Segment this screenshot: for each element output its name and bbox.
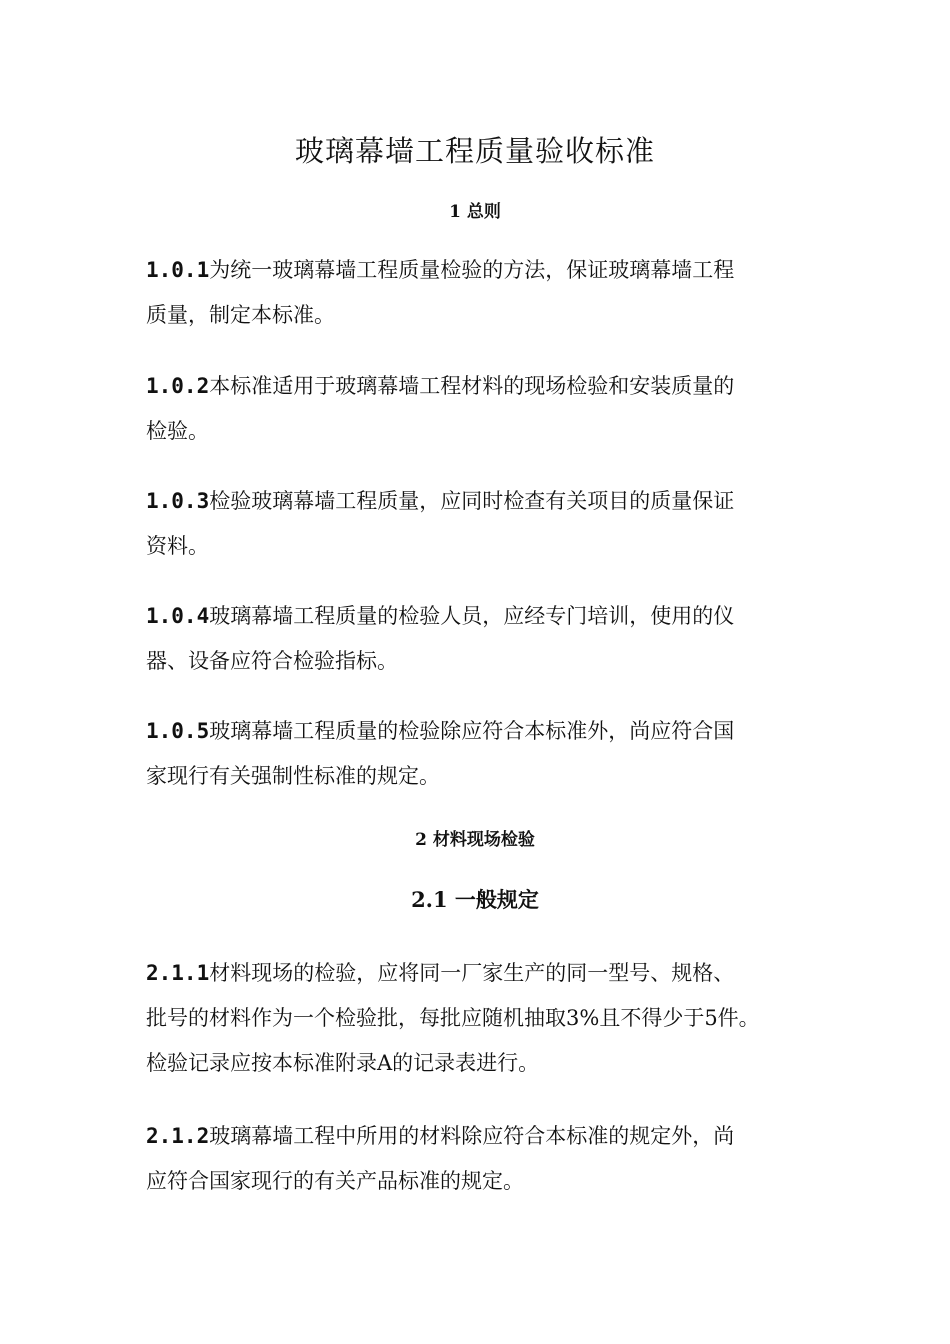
clause-1-0-1: [146, 251, 846, 334]
clause-line: 检验。: [146, 419, 209, 443]
subsection-heading-general-rules: 2.1 一般规定: [411, 887, 539, 912]
clause-line: 批号的材料作为一个检验批，每批应随机抽取3%且不得少于5件。: [146, 1006, 760, 1030]
clause-1-0-4: [146, 597, 846, 680]
clause-1-0-5: [146, 712, 846, 795]
clause-number: 1.0.4: [146, 604, 210, 628]
clause-line: 质量，制定本标准。: [146, 303, 335, 327]
clause-text: 本标准适用于玻璃幕墙工程材料的现场检验和安装质量的: [209, 374, 735, 398]
clause-number: 2.1.1: [146, 961, 210, 985]
clause-text: 玻璃幕墙工程中所用的材料除应符合本标准的规定外，尚: [209, 1124, 735, 1148]
clause-line: [146, 712, 846, 750]
clause-line: 器、设备应符合检验指标。: [146, 649, 398, 673]
clause-line: 资料。: [146, 534, 209, 558]
clause-line: [146, 251, 846, 289]
clause-1-0-3: [146, 482, 846, 565]
clause-line: [146, 597, 846, 635]
clause-text: 材料现场的检验，应将同一厂家生产的同一型号、规格、: [209, 961, 735, 985]
clause-number: 1.0.2: [146, 374, 210, 398]
section-heading-materials: 2 材料现场检验: [415, 830, 535, 850]
clause-number: 1.0.3: [146, 489, 210, 513]
clause-line: 应符合国家现行的有关产品标准的规定。: [146, 1169, 524, 1193]
clause-line: 家现行有关强制性标准的规定。: [146, 764, 440, 788]
clause-text: 玻璃幕墙工程质量的检验人员，应经专门培训，使用的仪: [209, 604, 735, 628]
clause-2-1-2: [146, 1117, 846, 1200]
clause-text: 为统一玻璃幕墙工程质量检验的方法，保证玻璃幕墙工程: [209, 258, 735, 282]
clause-line: 检验记录应按本标准附录A的记录表进行。: [146, 1051, 540, 1075]
clause-number: 2.1.2: [146, 1124, 210, 1148]
clause-1-0-2: [146, 367, 846, 450]
clause-line: [146, 482, 846, 520]
clause-text: 玻璃幕墙工程质量的检验除应符合本标准外，尚应符合国: [209, 719, 735, 743]
clause-line: [146, 1117, 846, 1155]
clause-text: 检验玻璃幕墙工程质量，应同时检查有关项目的质量保证: [209, 489, 735, 513]
clause-line: [146, 367, 846, 405]
clause-number: 1.0.5: [146, 719, 210, 743]
clause-number: 1.0.1: [146, 258, 210, 282]
document-title: 玻璃幕墙工程质量验收标准: [294, 134, 655, 168]
clause-line: [146, 954, 866, 992]
clause-2-1-1: [146, 954, 866, 1082]
section-heading-general: 1 总则: [449, 202, 501, 222]
